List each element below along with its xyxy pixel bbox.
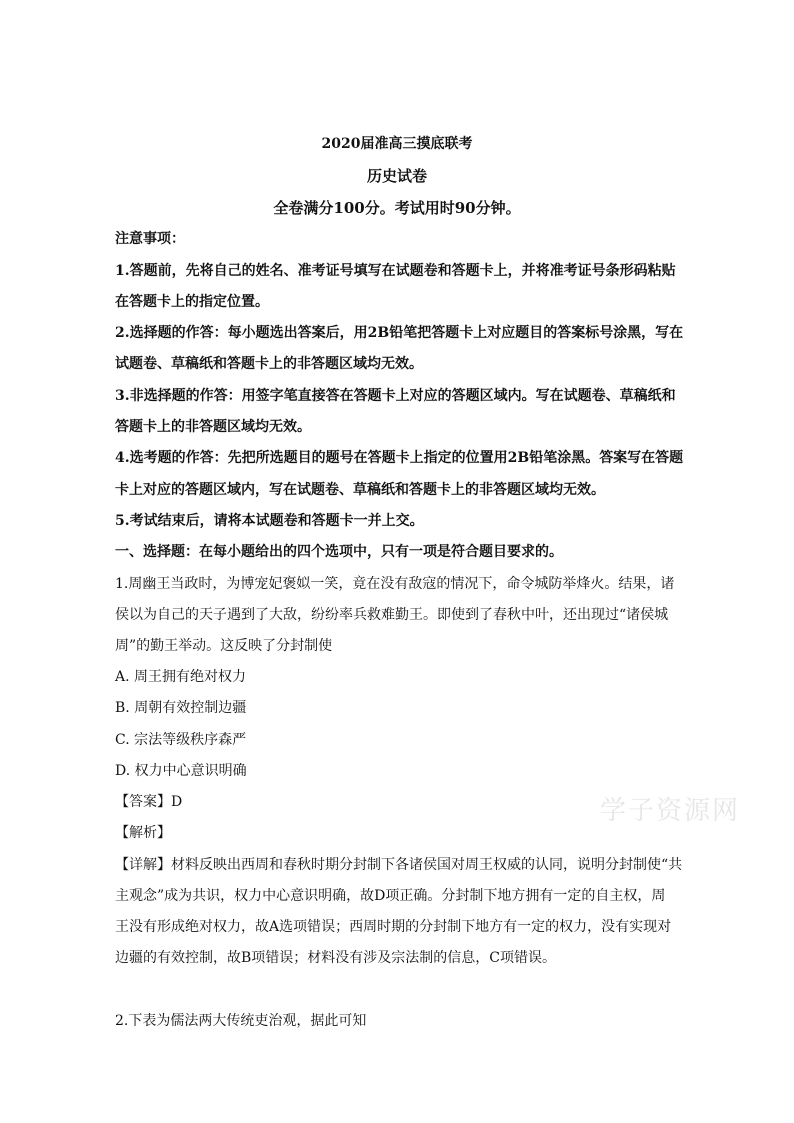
- question-1-stem: 侯以为自己的天子遇到了大敌，纷纷率兵救难勤王。即使到了春秋中叶，还出现过“诸侯城: [115, 607, 669, 623]
- analysis-detail: 王没有形成绝对权力，故A选项错误；西周时期的分封制下地方有一定的权力，没有实现对: [115, 919, 672, 935]
- notes-line: 4.选考题的作答：先把所选题目的题号在答题卡上指定的位置用2B铅笔涂黑。答案写在答题: [115, 450, 684, 466]
- notes-line: 试题卷、草稿纸和答题卡上的非答题区域均无效。: [115, 356, 423, 372]
- question-1-stem: 1.周幽王当政时，为博宠妃褒姒一笑，竟在没有敌寇的情况下，命令城防举烽火。结果，诸: [115, 576, 675, 592]
- exam-title: 2020届准高三摸底联考: [321, 136, 473, 152]
- analysis-detail: 【详解】材料反映出西周和春秋时期分封制下各诸侯国对周王权威的认同，说明分封制使“共: [115, 857, 683, 873]
- notes-line: 卡上对应的答题区域内，写在试题卷、草稿纸和答题卡上的非答题区域均无效。: [115, 482, 605, 498]
- exam-info: 全卷满分100分。考试用时90分钟。: [273, 199, 521, 217]
- analysis-label: 【解析】: [115, 825, 171, 841]
- exam-subject: 历史试卷: [366, 167, 427, 185]
- option-a: A. 周王拥有绝对权力: [115, 669, 247, 685]
- notes-line: 3.非选择题的作答：用签字笔直接答在答题卡上对应的答题区域内。写在试题卷、草稿纸和: [115, 388, 676, 404]
- question-2-stem: 2.下表为儒法两大传统吏治观，据此可知: [115, 1013, 367, 1029]
- notes-line: 1.答题前，先将自己的姓名、准考证号填写在试题卷和答题卡上，并将准考证号条形码粘贴: [115, 263, 676, 279]
- section-heading: 一、选择题：在每小题给出的四个选项中，只有一项是符合题目要求的。: [115, 544, 563, 560]
- analysis-detail: 主观念”成为共识，权力中心意识明确，故D项正确。分封制下地方拥有一定的自主权，周: [115, 888, 666, 904]
- answer: 【答案】D: [115, 794, 183, 810]
- notes-line: 5.考试结束后，请将本试题卷和答题卡一并上交。: [115, 513, 424, 529]
- notes-line: 答题卡上的非答题区域均无效。: [115, 419, 311, 435]
- notes-line: 在答题卡上的指定位置。: [115, 294, 269, 310]
- option-c: C. 宗法等级秩序森严: [115, 732, 247, 748]
- option-d: D. 权力中心意识明确: [115, 763, 247, 779]
- question-1-stem: 周”的勤王举动。这反映了分封制使: [115, 638, 333, 654]
- option-b: B. 周朝有效控制边疆: [115, 700, 247, 716]
- analysis-detail: 边疆的有效控制，故B项错误；材料没有涉及宗法制的信息，C项错误。: [115, 950, 556, 966]
- watermark: 学子资源网: [600, 796, 741, 826]
- notes-line: 2.选择题的作答：每小题选出答案后，用2B铅笔把答题卡上对应题目的答案标号涂黑，写在: [115, 325, 684, 341]
- notes-heading: 注意事项：: [115, 231, 185, 247]
